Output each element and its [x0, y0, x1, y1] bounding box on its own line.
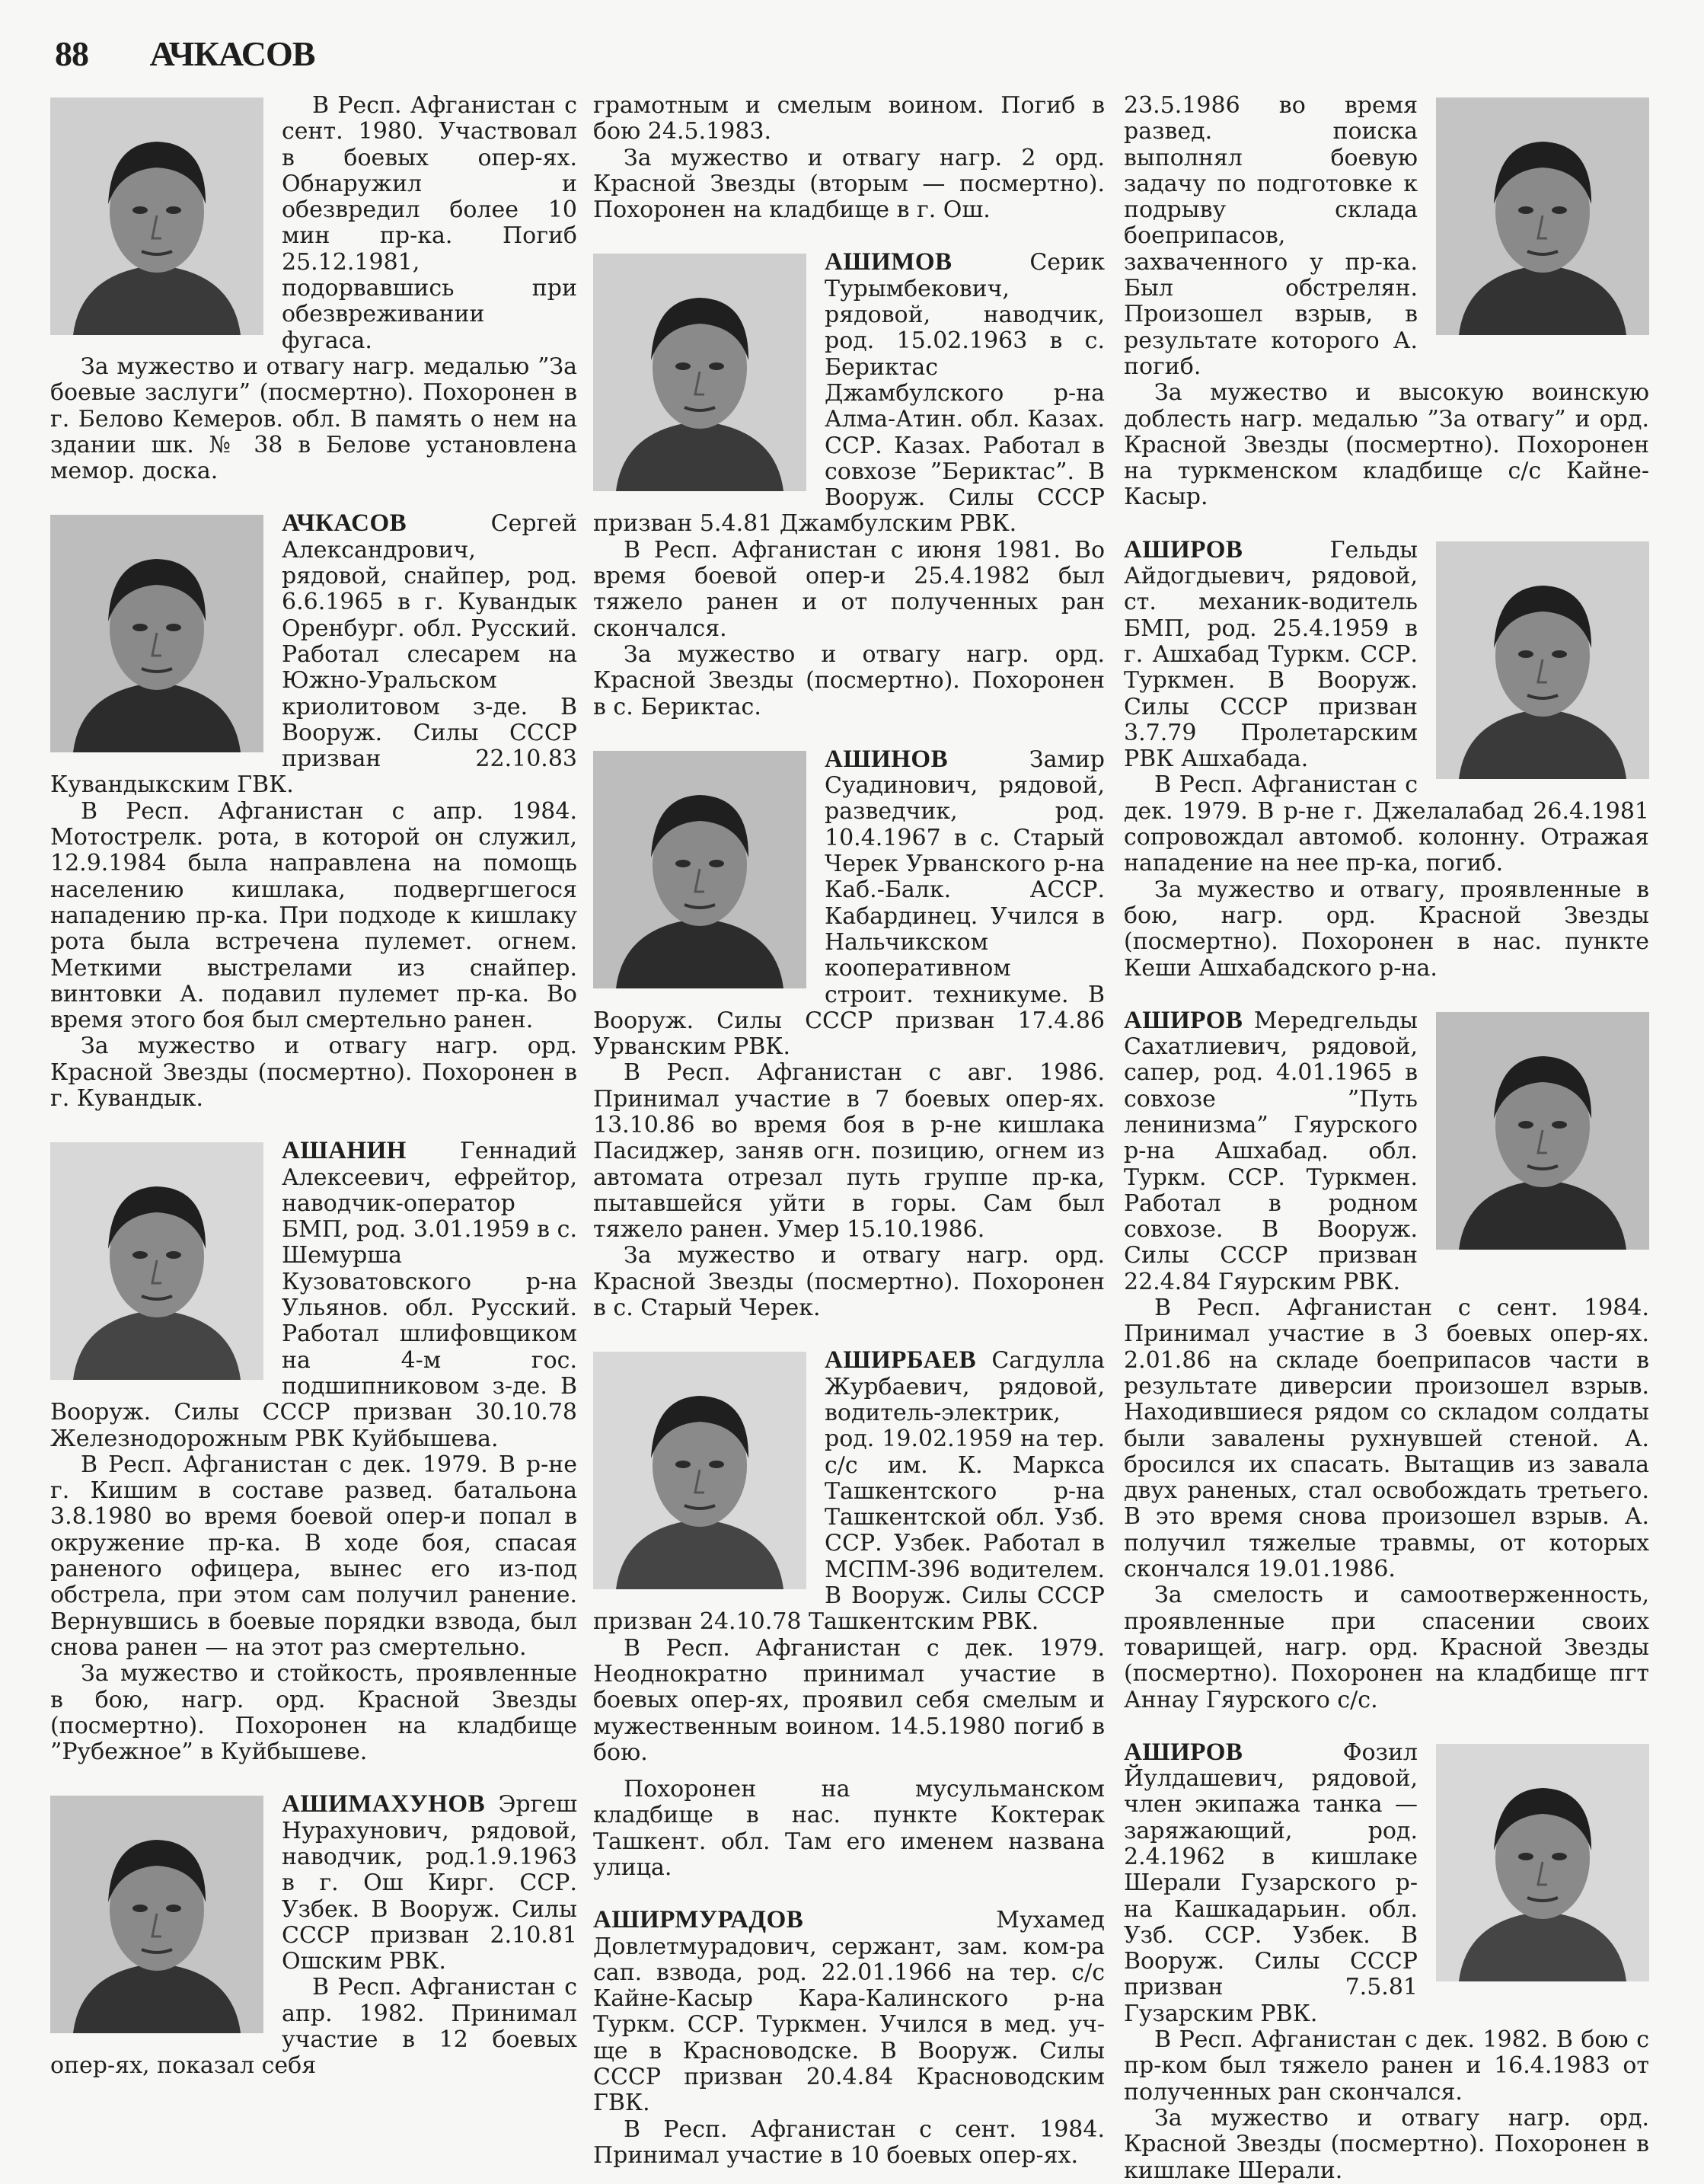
page-header — [55, 34, 314, 74]
entry-surname: АШИМОВ — [825, 248, 953, 276]
entry-surname: АШИРБАЕВ — [825, 1346, 977, 1375]
portrait-photo — [50, 1796, 263, 2033]
entry-text: Фозил Йулдашевич, рядовой, член экипажа танка — заряжающий, род. 2.4.1962 в кишлаке Шерали Гузарского р-на Кашкадарьин. обл. Узб. ССР. Узбек. В Вооруж. Силы СССР призван 7.5.81 Гузарским РВК. — [1124, 1739, 1418, 2027]
entry-text: В Респ. Афганистан с авг. 1986. Принимал участие в 7 боевых опер-ях. 13.10.86 во время боя в р-не кишлака Пасиджер, заняв огн. позицию, огнем из автомата отрезал путь группе пр-ка, пытавшейся уйти в горы. Сам был тяжело ранен. Умер 15.10.1986. — [593, 1059, 1105, 1244]
column-2 — [593, 93, 1105, 2169]
entry-text: Гельды Айдогдыевич, рядовой, ст. механик-водитель БМП, род. 25.4.1959 в г. Ашхабад Туркм. ССР. Туркмен. В Вооруж. Силы СССР призван 3.7.79 Пролетарским РВК Ашхабада. — [1124, 536, 1418, 773]
entry-surname: АШИНОВ — [825, 745, 949, 773]
entry-text: В Респ. Афганистан с апр. 1982. Принимал участие в 12 боевых опер-ях, показал себя — [50, 1974, 577, 2080]
entry-text: 23.5.1986 во время развед. поиска выполнял боевую задачу по подготовке к подрыву склада боеприпасов, захваченного у пр-ка. Был обстрелян. Произошел взрыв, в результате которого А. погиб. — [1124, 92, 1418, 380]
portrait-photo — [50, 515, 263, 752]
entry-paragraph — [1124, 537, 1649, 773]
entry-surname: АШИРОВ — [1124, 1738, 1243, 1766]
entry-surname: АШИРОВ — [1124, 535, 1243, 564]
text-paragraph — [593, 2117, 1105, 2170]
entry-surname: АЧКАСОВ — [282, 509, 407, 538]
text-paragraph — [1124, 772, 1649, 876]
entry-text: Замир Суадинович, рядовой, разведчик, род. 10.4.1967 в с. Старый Черек Урванского р-на Каб.-Балк. АССР. Кабардинец. Учился в Нальчикском кооперативном строит. техникуме. В Вооруж. Силы СССР призван 17.4.86 Урванским РВК. — [593, 746, 1105, 1061]
text-paragraph — [1124, 1582, 1649, 1713]
entry-text: Мухамед Довлетмурадович, сержант, зам. ком-ра сап. взвода, род. 22.01.1966 на тер. с/с Кайне-Касыр Кара-Калинского р-на Туркм. ССР. Туркмен. Учился в мед. уч-ще в Красноводске. В Вооруж. Силы СССР призван 20.4.84 Красноводским ГВК. — [593, 1907, 1105, 2117]
entry-paragraph — [593, 1907, 1105, 2116]
text-paragraph — [593, 538, 1105, 642]
text-paragraph — [1124, 2027, 1649, 2106]
column-1 — [50, 93, 577, 2080]
text-paragraph — [593, 1243, 1105, 1321]
text-paragraph — [50, 1661, 577, 1765]
entry-surname: АШАНИН — [282, 1137, 407, 1165]
portrait-photo — [593, 1352, 806, 1589]
entry-text: За смелость и самоотверженность, проявленные при спасении своих товарищей, нагр. орд. Красной Звезды (посмертно). Похоронен на кладбище пгт Аннау Гяурского с/с. — [1124, 1582, 1649, 1713]
entry-text: Эргеш Нурахунович, рядовой, наводчик, род.1.9.1963 в г. Ош Кирг. ССР. Узбек. В Вооруж. Силы СССР призван 2.10.81 Ошским РВК. — [282, 1791, 577, 1975]
text-paragraph — [593, 642, 1105, 720]
entry-text: Похоронен на мусульманском кладбище в нас. пункте Коктерак Ташкент. обл. Там его именем названа улица. — [593, 1776, 1105, 1881]
entry-text: За мужество и отвагу нагр. орд. Красной Звезды (посмертно). Похоронен в кишлаке Шерали. — [1124, 2104, 1649, 2184]
portrait-photo — [50, 97, 263, 335]
entry-text: Серик Турымбекович, рядовой, наводчик, род. 15.02.1963 в с. Бериктас Джамбулского р-на Алма-Атин. обл. Казах. ССР. Казах. Работал в совхозе ”Бериктас”. В Вооруж. Силы СССР призван 5.4.81 Джамбулским РВК. — [593, 249, 1105, 538]
running-head: АЧКАСОВ — [149, 34, 315, 73]
portrait-photo — [1436, 1744, 1649, 1981]
entry-surname: АШИМАХУНОВ — [282, 1790, 486, 1818]
text-paragraph — [50, 1452, 577, 1661]
text-paragraph — [50, 93, 577, 354]
text-paragraph — [593, 93, 1105, 145]
text-paragraph — [50, 354, 577, 484]
text-paragraph — [593, 1636, 1105, 1766]
entry-text: За мужество и отвагу нагр. орд. Красной Звезды (посмертно). Похоронен в г. Кувандык. — [50, 1033, 577, 1112]
text-paragraph — [1124, 93, 1649, 380]
entry-text: Сагдулла Журбаевич, рядовой, водитель-электрик, род. 19.02.1959 на тер. с/с им. К. Маркса Ташкентского р-на Ташкентской обл. Узб. ССР. Узбек. Работал в МСПМ-396 водителем. В Вооруж. Силы СССР призван 24.10.78 Ташкентским РВК. — [593, 1347, 1105, 1636]
entry-paragraph — [593, 746, 1105, 1061]
entry-text: Геннадий Алексеевич, ефрейтор, наводчик-оператор БМП, род. 3.01.1959 в с. Шемурша Кузоватовского р-на Ульянов. обл. Русский. Работал шлифовщиком на 4-м гос. подшипниковом з-де. В Вооруж. Силы СССР призван 30.10.78 Железнодорожным РВК Куйбышева. — [50, 1138, 577, 1452]
portrait-photo — [593, 254, 806, 491]
text-paragraph — [50, 1033, 577, 1112]
entry-text: За мужество и отвагу нагр. 2 орд. Красной Звезды (вторым — посмертно). Похоронен на кладбище в г. Ош. — [593, 144, 1105, 224]
page-number: 88 — [55, 34, 88, 73]
entry-text: В Респ. Афганистан с дек. 1979. Неоднократно принимал участие в боевых опер-ях, проявил себя смелым и мужественным воином. 14.5.1980 погиб в бою. — [593, 1634, 1105, 1766]
entry-text: В Респ. Афганистан с июня 1981. Во время боевой опер-и 25.4.1982 был тяжело ранен и от полученных ран скончался. — [593, 536, 1105, 642]
entry-text: В Респ. Афганистан с сент. 1984. Принимал участие в 10 боевых опер-ях. — [593, 2115, 1105, 2169]
portrait-photo — [593, 751, 806, 988]
portrait-photo — [1436, 541, 1649, 779]
entry-paragraph — [1124, 1007, 1649, 1295]
text-paragraph — [593, 1060, 1105, 1243]
entry-text: В Респ. Афганистан с сент. 1984. Принимал участие в 3 боевых опер-ях. 2.01.86 на складе боеприпасов части в результате диверсии произошел взрыв. Находившиеся рядом со складом солдаты были завалены рухнувшей стеной. А. бросился их спасать. Вытащив из завала двух раненых, стал освобождать третьего. В это время снова произошел взрыв. А. получил тяжелые травмы, от которых скончался 19.01.1986. — [1124, 1295, 1649, 1583]
portrait-photo — [1436, 1012, 1649, 1250]
column-3 — [1124, 93, 1649, 2184]
entry-text: За мужество и стойкость, проявленные в бою, нагр. орд. Красной Звезды (посмертно). Похоронен на кладбище ”Рубежное” в Куйбышеве. — [50, 1660, 577, 1766]
text-paragraph — [1124, 1295, 1649, 1582]
entry-text: В Респ. Афганистан с дек. 1982. В бою с пр-ком был тяжело ранен и 16.4.1983 от полученных ран скончался. — [1124, 2026, 1649, 2106]
entry-text: В Респ. Афганистан с сент. 1980. Участвовал в боевых опер-ях. Обнаружил и обезвредил более 10 мин пр-ка. Погиб 25.12.1981, подорвавшись при обезвреживании фугаса. — [282, 92, 577, 354]
text-paragraph — [1124, 2106, 1649, 2184]
entry-text: грамотным и смелым воином. Погиб в бою 24.5.1983. — [593, 92, 1105, 145]
entry-paragraph — [50, 510, 577, 798]
entry-text: За мужество и отвагу нагр. орд. Красной Звезды (посмертно). Похоронен в с. Бериктас. — [593, 640, 1105, 720]
entry-text: За мужество и высокую воинскую доблесть нагр. медалью ”За отвагу” и орд. Красной Звезды (посмертно). Похоронен на туркменском кладбище с/с Кайне-Касыр. — [1124, 379, 1649, 511]
entry-paragraph — [1124, 1739, 1649, 2027]
entry-paragraph — [593, 249, 1105, 537]
entry-paragraph — [593, 1347, 1105, 1635]
entry-paragraph — [50, 1138, 577, 1452]
entry-text: За мужество и отвагу нагр. медалью ”За боевые заслуги” (посмертно). Похоронен в г. Белово Кемеров. обл. В память о нем на здании шк. № 38 в Белове установлена мемор. доска. — [50, 353, 577, 485]
entry-text: В Респ. Афганистан с дек. 1979. В р-не г. Кишим в составе развед. батальона 3.8.1980 во время боевой опер-и попал в окружение пр-ка. В ходе боя, спасая раненого офицера, вынес его из-под обстрела, при этом сам получил ранение. Вернувшись в боевые порядки взвода, был снова ранен — на этот раз смертельно. — [50, 1451, 577, 1661]
entry-surname: АШИРОВ — [1124, 1006, 1243, 1034]
text-paragraph — [1124, 877, 1649, 982]
text-paragraph — [1124, 380, 1649, 510]
portrait-photo — [1436, 97, 1649, 335]
entry-paragraph — [50, 1791, 577, 1975]
text-paragraph — [593, 1777, 1105, 1881]
text-paragraph — [593, 145, 1105, 224]
portrait-photo — [50, 1142, 263, 1380]
text-paragraph — [50, 799, 577, 1034]
entry-text: В Респ. Афганистан с дек. 1979. В р-не г. Джелалабад 26.4.1981 сопровождал автомоб. колонну. Отражая нападение на нее пр-ка, погиб. — [1124, 771, 1649, 877]
entry-text: Сергей Александрович, рядовой, снайпер, род. 6.6.1965 в г. Кувандык Оренбург. обл. Русский. Работал слесарем на Южно-Уральском криолитовом з-де. В Вооруж. Силы СССР призван 22.10.83 Кувандыкским ГВК. — [50, 510, 577, 799]
entry-text: Мередгельды Сахатлиевич, рядовой, сапер, род. 4.01.1965 в совхозе ”Путь ленинизма” Гяурского р-на Ашхабад. обл. Туркм. ССР. Туркмен. Работал в родном совхозе. В Вооруж. Силы СССР призван 22.4.84 Гяурским РВК. — [1124, 1007, 1418, 1295]
entry-text: За мужество и отвагу нагр. орд. Красной Звезды (посмертно). Похоронен в с. Старый Черек. — [593, 1242, 1105, 1322]
entry-surname: АШИРМУРАДОВ — [593, 1906, 804, 1934]
entry-text: За мужество и отвагу, проявленные в бою, нагр. орд. Красной Звезды (посмертно). Похоронен в нас. пункте Кеши Ашхабадского р-на. — [1124, 876, 1649, 982]
entry-text: В Респ. Афганистан с апр. 1984. Мотострелк. рота, в которой он служил, 12.9.1984 была направлена на помощь населению кишлака, подвергшегося нападению пр-ка. При подходе к кишлаку рота была встречена пулемет. огнем. Меткими выстрелами из снайпер. винтовки А. подавил пулемет пр-ка. Во время этого боя был смертельно ранен. — [50, 797, 577, 1034]
